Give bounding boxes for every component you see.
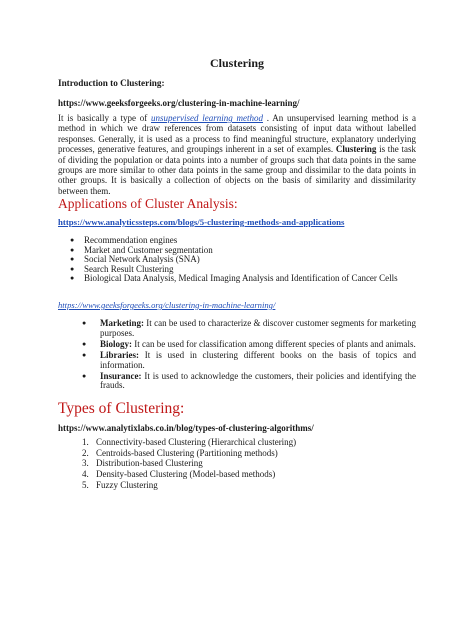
use-label: Libraries: — [100, 349, 139, 360]
list-number: 2. — [82, 447, 89, 458]
use-text: It is used to acknowledge the customers, their policies and identifying the frauds. — [100, 370, 416, 391]
list-item — [70, 274, 416, 284]
list-item — [82, 437, 296, 448]
applications-list — [70, 236, 416, 284]
clustering-term: Clustering — [335, 144, 377, 155]
list-item — [82, 458, 296, 469]
applications-heading: Applications of Cluster Analysis: — [58, 196, 238, 211]
list-item — [82, 351, 416, 371]
bullet-icon: ● — [82, 350, 87, 359]
list-number: 3. — [82, 458, 89, 469]
analyticssteps-link[interactable]: https://www.analyticssteps.com/blogs/5-clustering-methods-and-applications — [58, 217, 345, 227]
list-item-text: Social Network Analysis (SNA) — [84, 254, 200, 264]
intro-text-start: It is basically a type of — [58, 113, 151, 123]
use-label: Marketing: — [100, 318, 144, 328]
unsupervised-learning-link[interactable]: unsupervised learning method — [151, 113, 263, 123]
list-item-text: Density-based Clustering (Model-based methods) — [96, 469, 276, 480]
bullet-icon: ● — [82, 319, 87, 327]
list-item-text: Distribution-based Clustering — [96, 458, 203, 469]
bullet-icon: ● — [70, 264, 75, 273]
list-number: 1. — [82, 437, 89, 447]
intro-heading: Introduction to Clustering: — [58, 78, 165, 88]
list-item — [82, 469, 296, 480]
list-item-text: Biological Data Analysis, Medical Imaging Analysis and Identification of Cancer Cells — [84, 273, 398, 283]
intro-url: https://www.geeksforgeeks.org/clustering-in-machine-learning/ — [58, 98, 300, 108]
use-text: It is used in clustering different books on the basis of topics and information. — [100, 349, 416, 370]
list-item-text: Centroids-based Clustering (Partitioning methods) — [96, 447, 278, 458]
page-title: Clustering — [210, 56, 264, 70]
list-number: 4. — [82, 469, 89, 480]
list-item — [82, 480, 296, 491]
bullet-icon: ● — [70, 236, 75, 244]
list-number: 5. — [82, 479, 89, 490]
list-item — [82, 448, 296, 459]
bullet-icon: ● — [70, 274, 75, 282]
intro-text-rest: . An unsupervised learning method is a method in which we draw references from datasets consisting of input data without labelled responses. Generally, it is used as a process to find meaningful structure, explanatory underlying processes, generative features, and groupings inherent in a set of examples. — [58, 113, 416, 155]
use-text: It can be used for classification among different species of plants and animals. — [132, 338, 416, 349]
types-heading: Types of Clustering: — [58, 400, 185, 417]
list-item — [82, 319, 416, 339]
use-cases-list — [82, 319, 416, 392]
use-label: Insurance: — [100, 370, 142, 381]
list-item — [82, 372, 416, 392]
types-list — [82, 437, 296, 491]
list-item — [82, 340, 416, 350]
intro-text-end: is the task of dividing the population or data points into a number of groups such that data points in the same groups are more similar to other data points in the same group and dissimilar to the data points in other groups. It is basically a collection of objects on the basis of similarity and dissimilarity between them. — [58, 144, 416, 196]
analytixlabs-url: https://www.analytixlabs.co.in/blog/types-of-clustering-algorithms/ — [58, 423, 314, 433]
list-item-text: Market and Customer segmentation — [84, 244, 213, 255]
bullet-icon: ● — [70, 255, 75, 263]
list-item-text: Fuzzy Clustering — [96, 479, 158, 490]
list-item-text: Connectivity-based Clustering (Hierarchical clustering) — [96, 437, 297, 447]
use-text: It can be used to characterize & discover customer segments for marketing purposes. — [100, 318, 416, 338]
use-label: Biology: — [100, 338, 133, 349]
intro-paragraph — [58, 113, 416, 196]
bullet-icon: ● — [82, 371, 87, 380]
bullet-icon: ● — [82, 339, 87, 348]
bullet-icon: ● — [70, 245, 75, 254]
list-item-text: Recommendation engines — [84, 235, 178, 245]
list-item-text: Search Result Clustering — [84, 263, 174, 274]
geeksforgeeks-link[interactable]: https://www.geeksforgeeks.org/clustering-in-machine-learning/ — [58, 300, 276, 310]
